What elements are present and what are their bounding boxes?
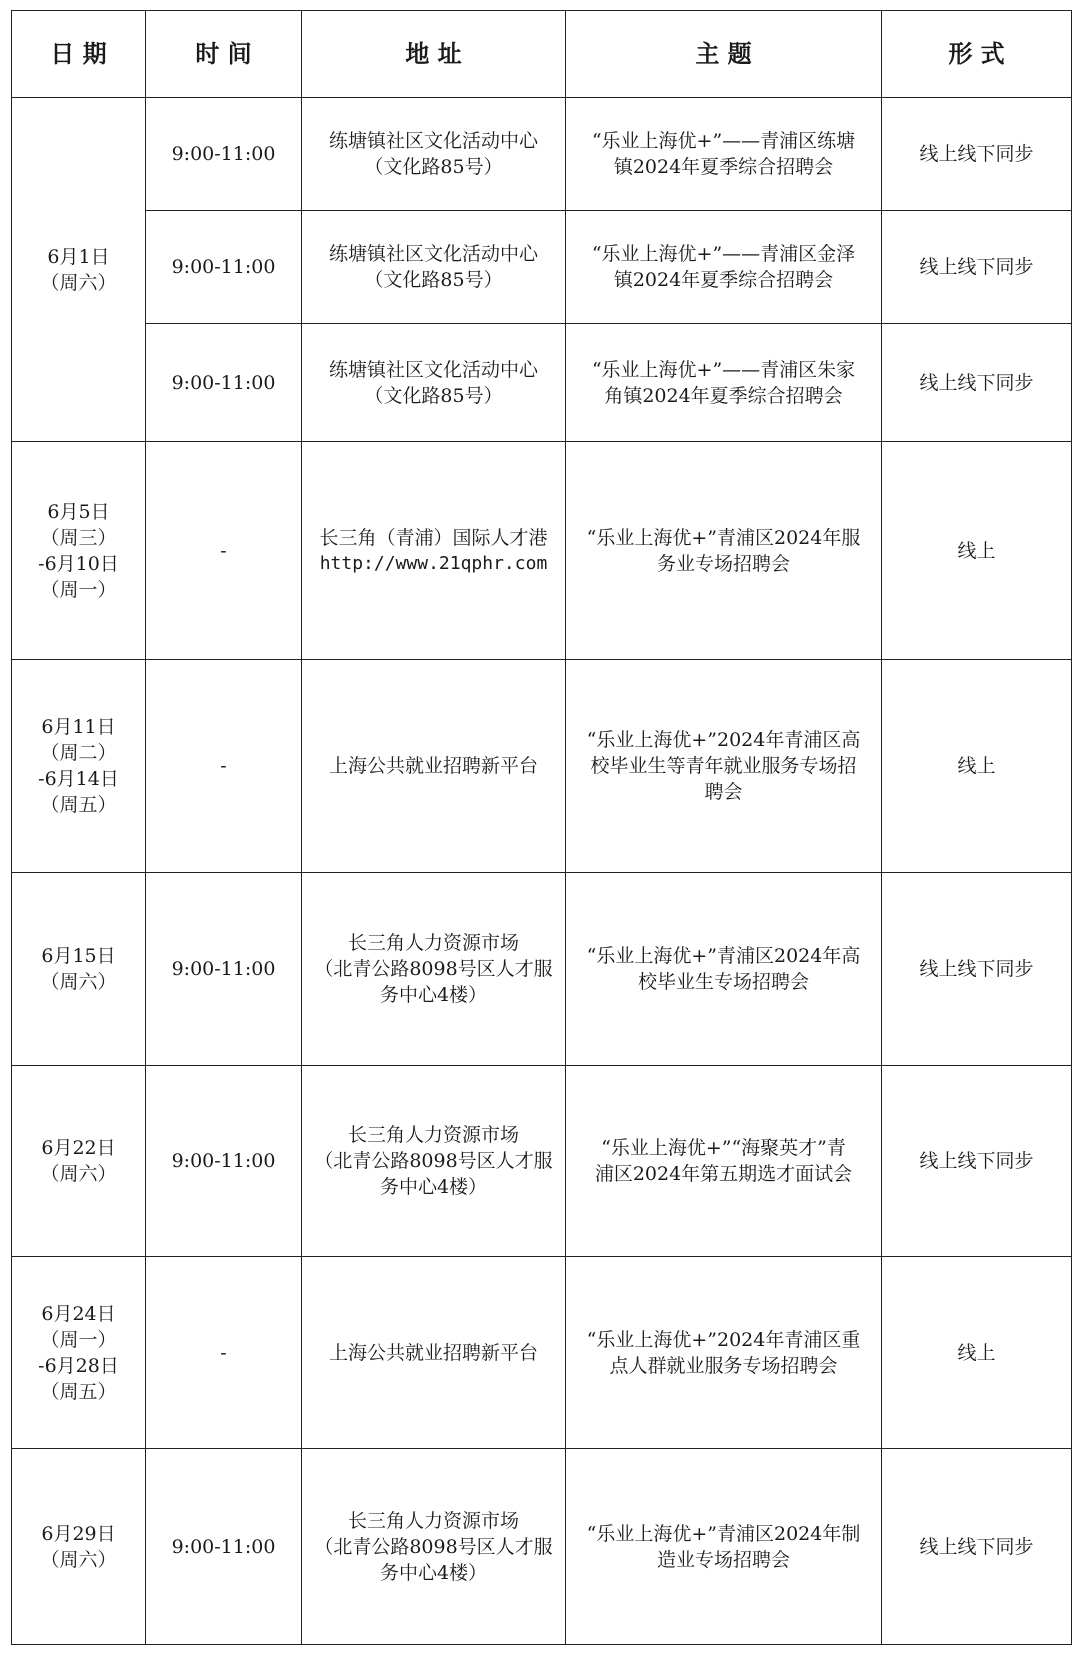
date-line: （周二） [40,742,117,764]
address-cell [302,98,566,211]
date-line: 6月24日 [41,1302,116,1325]
theme-cell [566,1449,882,1645]
address-cell [302,1066,566,1257]
address-line: （北青公路8098号区人才服 [314,1150,553,1172]
address-line: 长三角人力资源市场 [347,932,519,954]
theme-line: 校毕业生等青年就业服务专场招 [590,755,857,777]
theme-cell [566,1066,882,1257]
table-row [12,98,1072,211]
format-cell: 线上线下同步 [882,1066,1072,1257]
date-line: （周六） [40,1163,117,1185]
theme-line: “乐业上海优+”——青浦区朱家 [591,358,856,381]
date-line: 6月5日 [47,500,110,523]
date-cell [12,873,146,1066]
date-line: 6月22日 [41,1137,116,1159]
time-cell: - [146,442,302,660]
date-line: （周五） [40,1380,117,1403]
address-line: （文化路85号） [364,269,503,291]
table-row [12,1257,1072,1449]
address-line: 长三角人力资源市场 [347,1124,519,1146]
date-line: 6月15日 [41,945,116,967]
time-cell: 9:00-11:00 [146,211,302,324]
address-line: 练塘镇社区文化活动中心 [328,130,538,152]
theme-line: 点人群就业服务专场招聘会 [609,1354,838,1377]
theme-cell [566,660,882,873]
theme-line: “乐业上海优+”2024年青浦区重 [586,1328,861,1351]
table-row [12,873,1072,1066]
address-line: （北青公路8098号区人才服 [314,958,553,980]
theme-line: 造业专场招聘会 [656,1548,790,1571]
theme-line: 浦区2024年第五期选才面试会 [594,1163,853,1185]
theme-line: “乐业上海优+”青浦区2024年制 [586,1522,861,1545]
theme-line: 角镇2024年夏季综合招聘会 [604,384,843,407]
format-cell: 线上线下同步 [882,98,1072,211]
table-row [12,660,1072,873]
theme-cell [566,211,882,324]
theme-line: 镇2024年夏季综合招聘会 [613,156,834,178]
address-line: 务中心4楼） [379,1176,488,1198]
format-cell: 线上线下同步 [882,211,1072,324]
header-date: 日 期 [12,11,146,98]
table-row [12,1449,1072,1645]
address-cell [302,1257,566,1449]
date-cell [12,1066,146,1257]
date-line: （周六） [40,971,117,993]
table-row [12,1066,1072,1257]
date-line: 6月11日 [41,716,116,738]
address-line: 务中心4楼） [379,1561,488,1584]
date-line: -6月14日 [38,768,119,790]
date-cell [12,98,146,442]
date-line: （周一） [40,1328,117,1351]
date-cell [12,660,146,873]
table-row [12,324,1072,442]
address-cell [302,442,566,660]
time-cell: 9:00-11:00 [146,1066,302,1257]
header-time: 时 间 [146,11,302,98]
time-cell: 9:00-11:00 [146,873,302,1066]
date-line: 6月29日 [41,1522,116,1545]
header-row [12,11,1072,98]
theme-cell [566,442,882,660]
time-cell: - [146,660,302,873]
date-cell [12,442,146,660]
address-line: 上海公共就业招聘新平台 [328,755,538,777]
date-line: （周三） [40,526,117,549]
theme-line: 镇2024年夏季综合招聘会 [613,269,834,291]
theme-line: “乐业上海优+”——青浦区练塘 [591,130,856,152]
date-line: （周一） [40,578,117,601]
address-line: 长三角（青浦）国际人才港 [319,526,548,549]
table-row [12,442,1072,660]
date-cell [12,1257,146,1449]
address-line: 务中心4楼） [379,984,488,1006]
address-line: （北青公路8098号区人才服 [314,1535,553,1558]
address-cell [302,873,566,1066]
theme-cell [566,324,882,442]
address-line: （文化路85号） [364,384,503,407]
theme-cell [566,1257,882,1449]
format-cell: 线上线下同步 [882,324,1072,442]
time-cell: 9:00-11:00 [146,98,302,211]
table-row [12,211,1072,324]
schedule-table [11,10,1072,1645]
address-line: 长三角人力资源市场 [347,1509,519,1532]
header-address: 地 址 [302,11,566,98]
address-line: 上海公共就业招聘新平台 [328,1341,538,1364]
header-theme: 主 题 [566,11,882,98]
time-cell: - [146,1257,302,1449]
date-line: （周五） [40,794,117,816]
format-cell: 线上线下同步 [882,873,1072,1066]
address-line: 练塘镇社区文化活动中心 [328,358,538,381]
theme-line: “乐业上海优+”青浦区2024年高 [586,945,861,967]
format-cell: 线上线下同步 [882,1449,1072,1645]
time-cell: 9:00-11:00 [146,324,302,442]
theme-line: 务业专场招聘会 [656,552,790,575]
date-line: -6月28日 [38,1354,119,1377]
theme-line: “乐业上海优+”2024年青浦区高 [586,729,861,751]
address-url: http://www.21qphr.com [319,552,548,574]
address-cell [302,1449,566,1645]
format-cell: 线上 [882,442,1072,660]
theme-cell [566,98,882,211]
address-line: （文化路85号） [364,156,503,178]
header-format: 形 式 [882,11,1072,98]
address-cell [302,660,566,873]
theme-line: 聘会 [704,781,743,803]
address-cell [302,324,566,442]
theme-cell [566,873,882,1066]
date-line: 6月1日 [47,245,110,268]
time-cell: 9:00-11:00 [146,1449,302,1645]
date-line: -6月10日 [38,552,119,575]
format-cell: 线上 [882,1257,1072,1449]
date-cell [12,1449,146,1645]
theme-line: 校毕业生专场招聘会 [637,971,809,993]
address-cell [302,211,566,324]
theme-line: “乐业上海优+”“海聚英才”青 [601,1137,846,1159]
address-line: 练塘镇社区文化活动中心 [328,243,538,265]
date-line: （周六） [40,1548,117,1571]
format-cell: 线上 [882,660,1072,873]
theme-line: “乐业上海优+”青浦区2024年服 [586,526,861,549]
theme-line: “乐业上海优+”——青浦区金泽 [591,243,856,265]
date-line: （周六） [40,271,117,294]
